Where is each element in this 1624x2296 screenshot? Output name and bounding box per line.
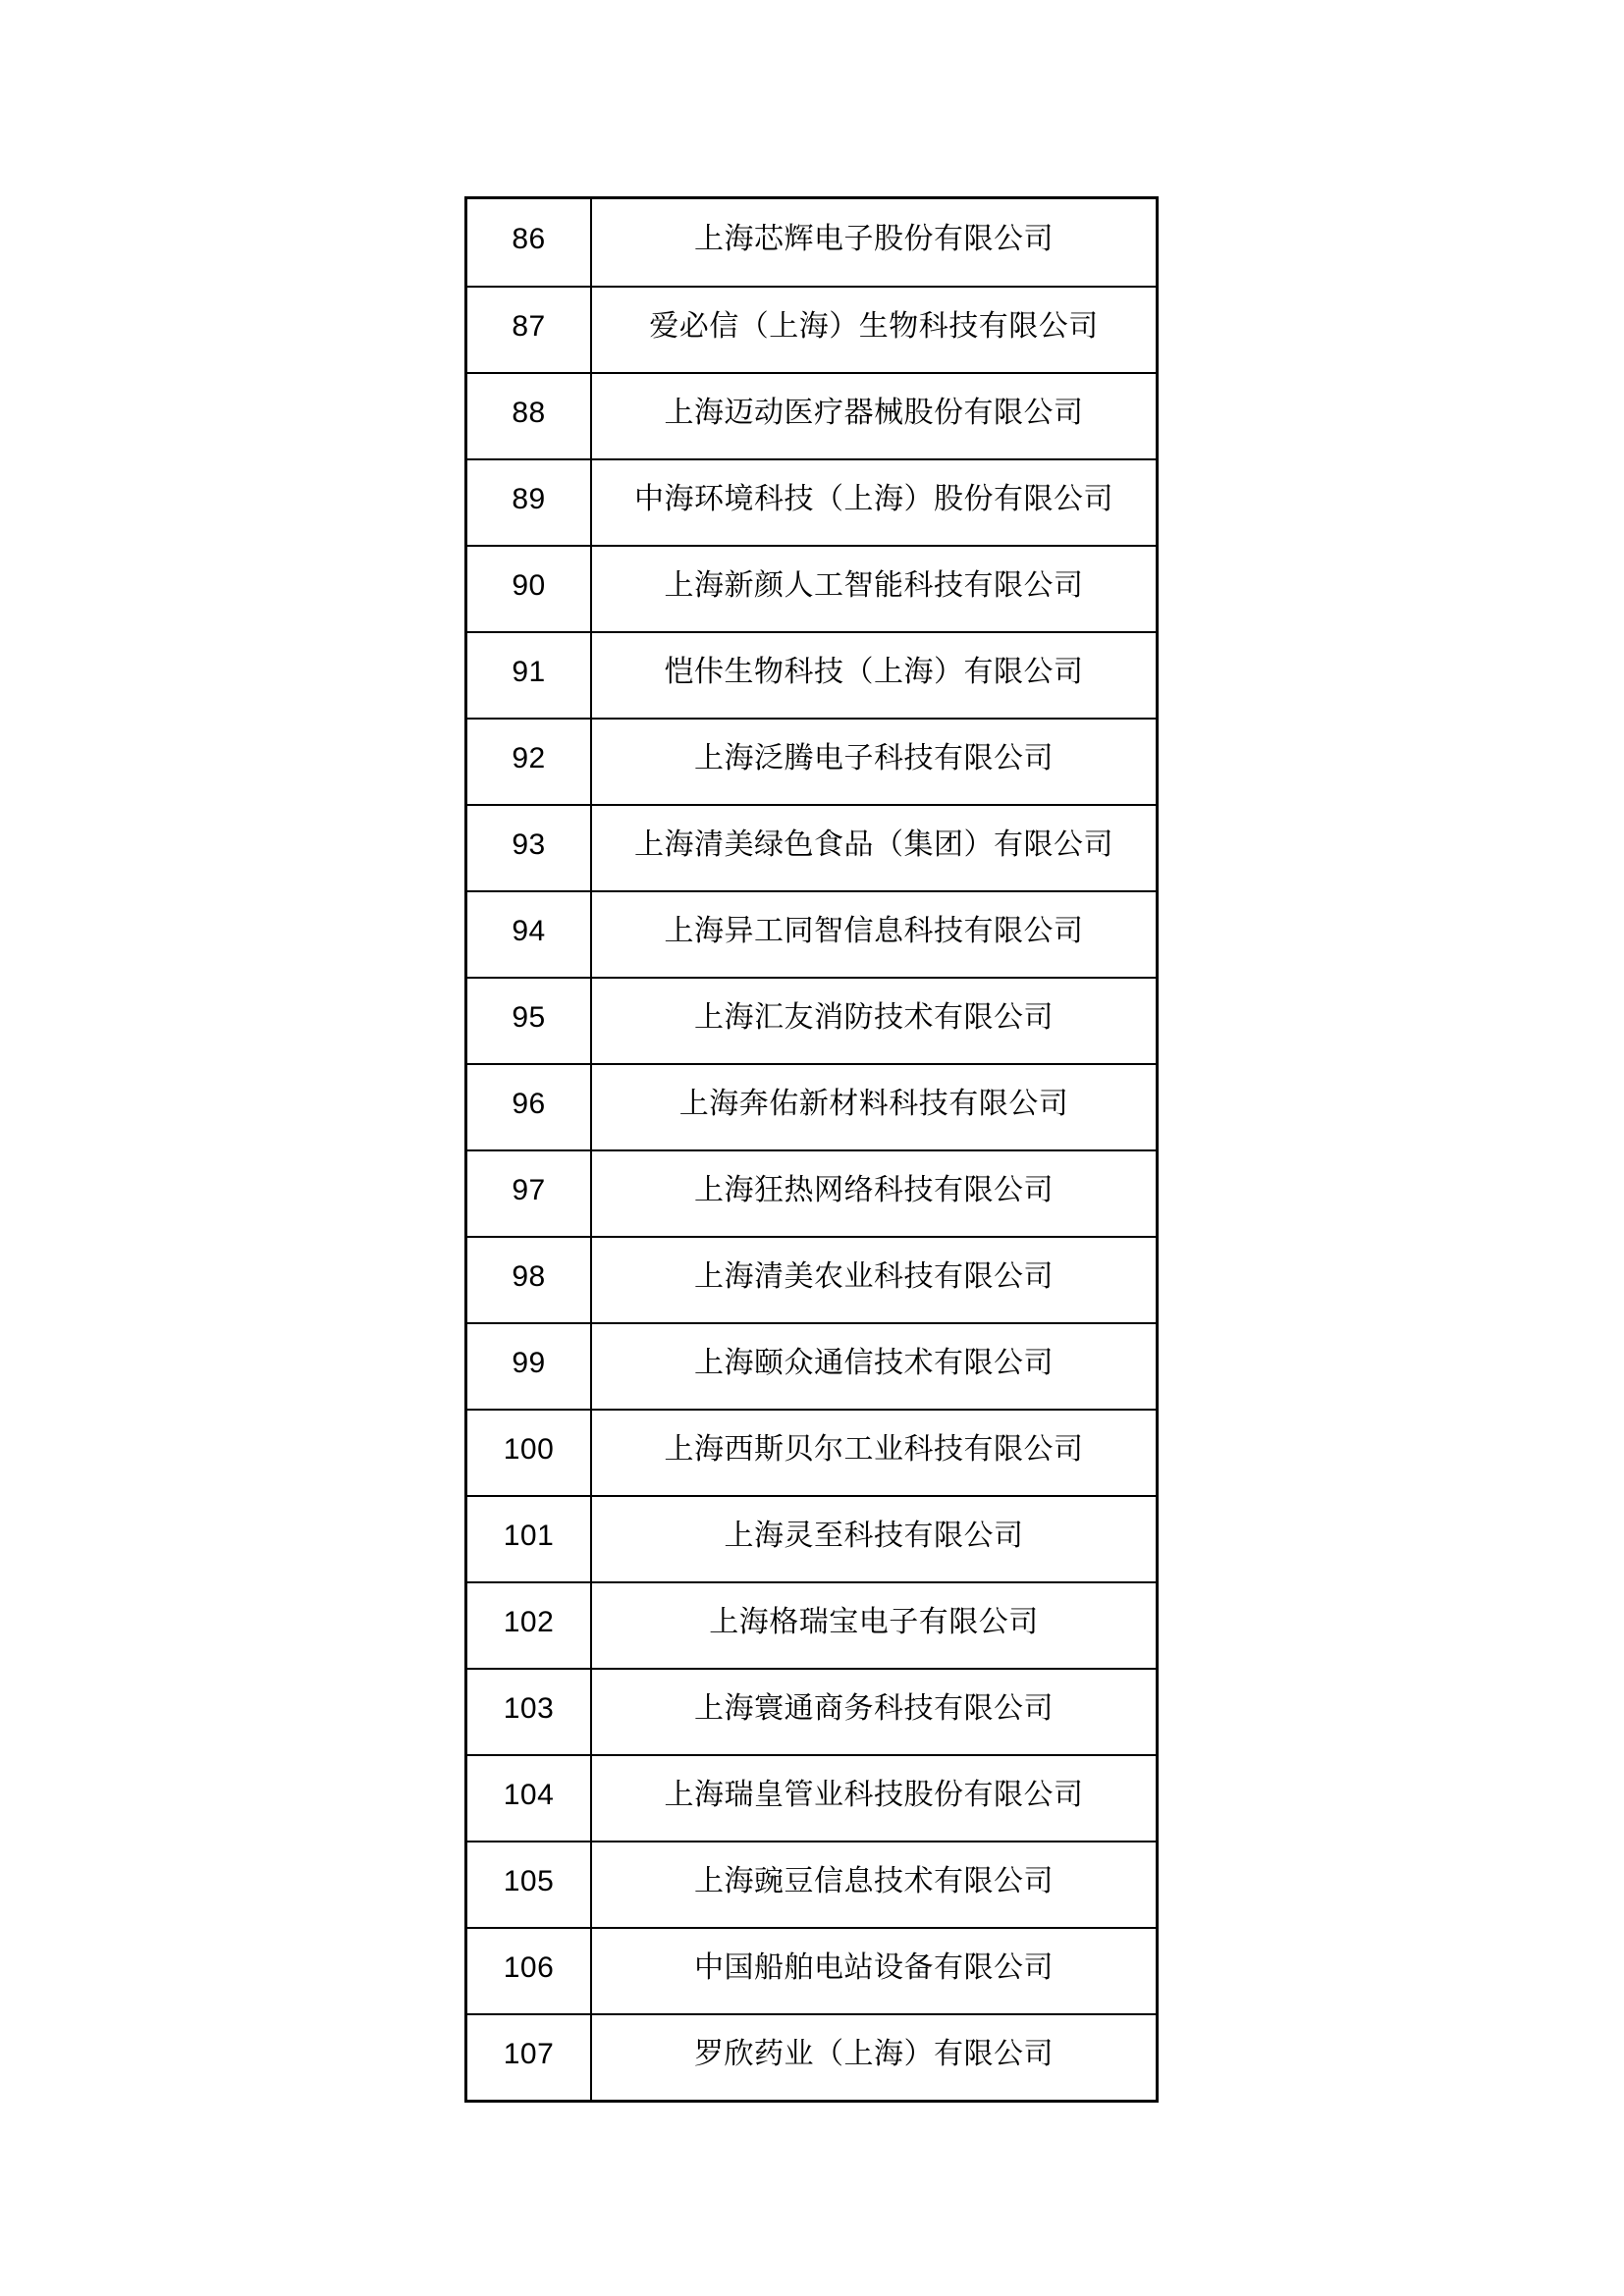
- table-row: [467, 199, 1156, 286]
- table-row: [467, 1409, 1156, 1495]
- table-row: [467, 631, 1156, 718]
- row-number-cell: 101: [467, 1497, 592, 1581]
- table-row: [467, 1841, 1156, 1927]
- row-number-cell: 89: [467, 460, 592, 545]
- row-number-cell: 104: [467, 1756, 592, 1841]
- company-name-cell: 上海西斯贝尔工业科技有限公司: [664, 1433, 1084, 1466]
- row-number-cell: 92: [467, 720, 592, 804]
- company-table: [464, 196, 1159, 2103]
- row-number-cell: 87: [467, 288, 592, 372]
- table-row: [467, 1668, 1156, 1754]
- company-name-cell: 上海瑞皇管业科技股份有限公司: [664, 1779, 1084, 1811]
- company-name-cell: 上海奔佑新材料科技有限公司: [678, 1088, 1069, 1120]
- table-row: [467, 804, 1156, 890]
- company-name-cell: 上海寰通商务科技有限公司: [694, 1692, 1054, 1725]
- company-name-cell: 上海新颜人工智能科技有限公司: [664, 569, 1084, 602]
- table-row: [467, 890, 1156, 977]
- row-number-cell: 88: [467, 374, 592, 458]
- table-row: [467, 1236, 1156, 1322]
- row-number-cell: 86: [467, 199, 592, 286]
- table-row: [467, 1149, 1156, 1236]
- table-row: [467, 977, 1156, 1063]
- table-row: [467, 1495, 1156, 1581]
- table-row: [467, 1581, 1156, 1668]
- company-name-cell: 上海狂热网络科技有限公司: [694, 1174, 1054, 1206]
- row-number-cell: 94: [467, 892, 592, 977]
- company-name-cell: 中海环境科技（上海）股份有限公司: [634, 483, 1113, 515]
- table-row: [467, 286, 1156, 372]
- company-name-cell: 上海格瑞宝电子有限公司: [709, 1606, 1039, 1638]
- row-number-cell: 105: [467, 1842, 592, 1927]
- row-number-cell: 91: [467, 633, 592, 718]
- company-name-cell: 罗欣药业（上海）有限公司: [694, 2038, 1054, 2070]
- row-number-cell: 106: [467, 1929, 592, 2013]
- company-name-cell: 上海异工同智信息科技有限公司: [664, 915, 1084, 947]
- company-name-cell: 中国船舶电站设备有限公司: [694, 1951, 1054, 1984]
- row-number-cell: 103: [467, 1670, 592, 1754]
- table-row: [467, 1322, 1156, 1409]
- company-name-cell: 上海灵至科技有限公司: [724, 1520, 1024, 1552]
- row-number-cell: 102: [467, 1583, 592, 1668]
- company-name-cell: 恺佧生物科技（上海）有限公司: [664, 656, 1084, 688]
- table-row: [467, 545, 1156, 631]
- row-number-cell: 93: [467, 806, 592, 890]
- row-number-cell: 97: [467, 1151, 592, 1236]
- table-row: [467, 458, 1156, 545]
- row-number-cell: 107: [467, 2015, 592, 2100]
- company-name-cell: 上海清美绿色食品（集团）有限公司: [634, 828, 1113, 861]
- row-number-cell: 90: [467, 547, 592, 631]
- company-name-cell: 上海清美农业科技有限公司: [694, 1260, 1054, 1293]
- company-name-cell: 上海汇友消防技术有限公司: [694, 1001, 1054, 1034]
- company-name-cell: 爱必信（上海）生物科技有限公司: [649, 310, 1099, 343]
- table-row: [467, 1063, 1156, 1149]
- company-name-cell: 上海豌豆信息技术有限公司: [694, 1865, 1054, 1897]
- table-row: [467, 372, 1156, 458]
- table-row: [467, 1754, 1156, 1841]
- company-name-cell: 上海芯辉电子股份有限公司: [694, 223, 1054, 255]
- row-number-cell: 100: [467, 1411, 592, 1495]
- company-name-cell: 上海迈动医疗器械股份有限公司: [664, 397, 1084, 429]
- row-number-cell: 99: [467, 1324, 592, 1409]
- company-name-cell: 上海颐众通信技术有限公司: [694, 1347, 1054, 1379]
- row-number-cell: 98: [467, 1238, 592, 1322]
- row-number-cell: 95: [467, 979, 592, 1063]
- row-number-cell: 96: [467, 1065, 592, 1149]
- table-row: [467, 718, 1156, 804]
- table-row: [467, 2013, 1156, 2100]
- table-row: [467, 1927, 1156, 2013]
- company-name-cell: 上海泛腾电子科技有限公司: [694, 742, 1054, 774]
